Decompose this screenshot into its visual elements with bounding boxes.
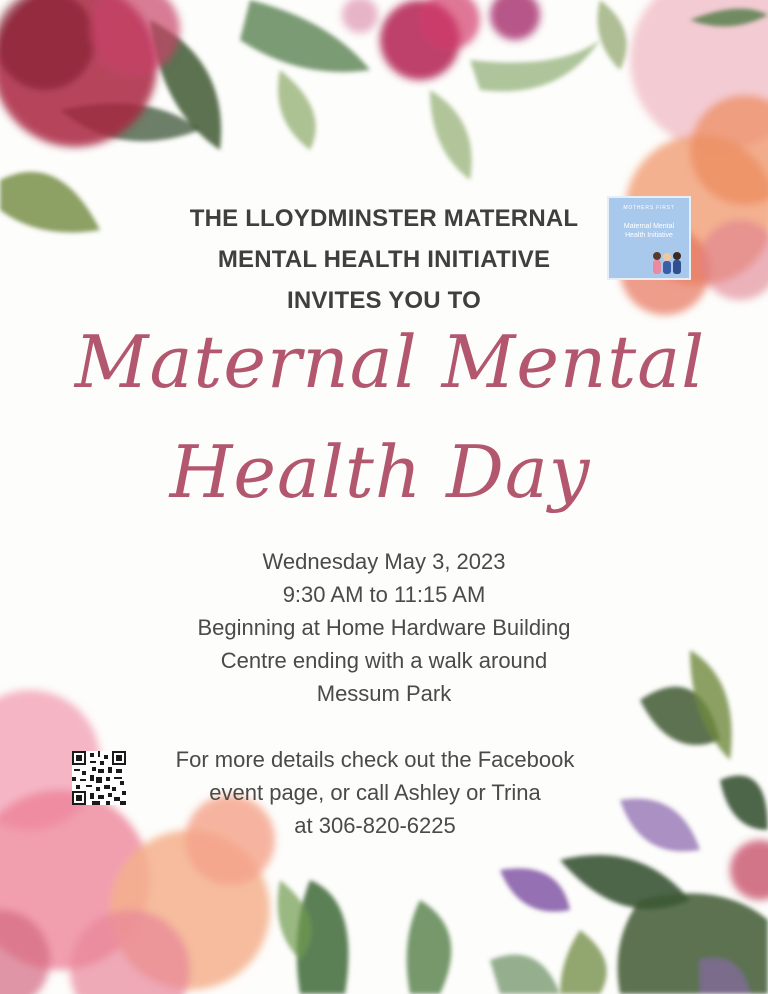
event-details — [120, 545, 648, 710]
contact-line: For more details check out the Facebook — [175, 747, 575, 772]
event-title-line: Maternal Mental — [74, 320, 706, 404]
contact-line: at 306-820-6225 — [294, 813, 456, 838]
logo-line: Health Initiative — [625, 232, 673, 239]
contact-line: event page, or call Ashley or Trina — [209, 780, 541, 805]
initiative-logo — [609, 198, 689, 278]
event-time: 9:30 AM to 11:15 AM — [282, 582, 486, 607]
event-date: Wednesday May 3, 2023 — [262, 549, 506, 574]
heading-line: MENTAL HEALTH INITIATIVE — [217, 246, 551, 273]
contact-info — [128, 743, 622, 842]
qr-code-icon — [72, 751, 126, 805]
heading-line: INVITES YOU TO — [287, 287, 481, 314]
event-title-line: Health Day — [169, 430, 591, 514]
logo-subtitle — [611, 222, 687, 240]
event-location: Centre ending with a walk around — [220, 648, 548, 673]
heading-line: THE LLOYDMINSTER MATERNAL — [189, 205, 579, 232]
logo-top-text: MOTHERS FIRST — [623, 205, 675, 211]
event-location: Beginning at Home Hardware Building — [197, 615, 571, 640]
logo-line: Maternal Mental — [623, 223, 675, 230]
organizer-heading — [130, 198, 638, 321]
event-location: Messum Park — [316, 681, 452, 706]
logo-mothers-icon — [649, 250, 685, 276]
